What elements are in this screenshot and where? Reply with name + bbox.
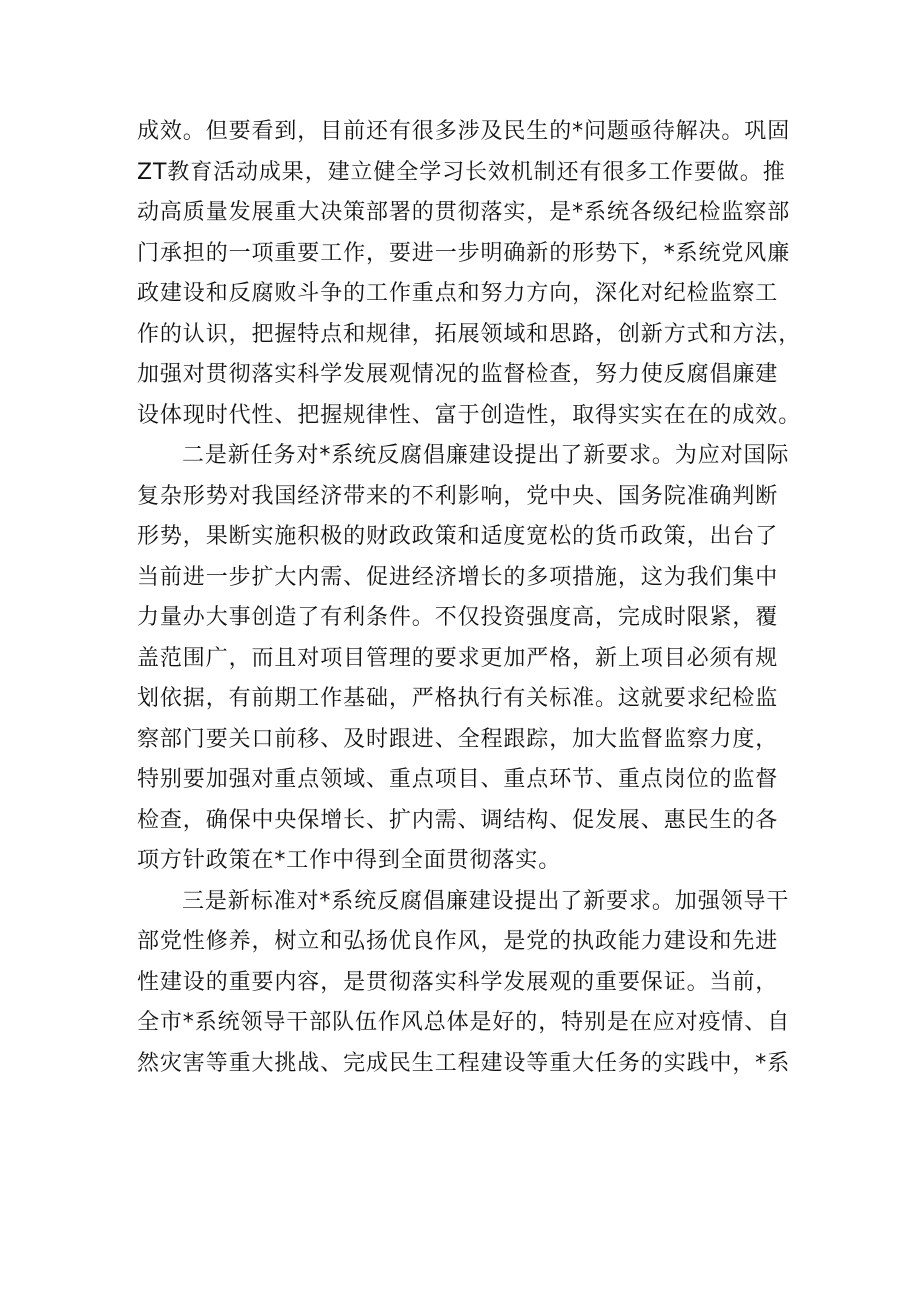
- paragraph-start-line: 二是新任务对*系统反腐倡廉建设提出了新要求。为应对国际: [182, 443, 790, 468]
- text-line: 设体现时代性、把握规律性、富于创造性，取得实实在在的成效。: [137, 402, 802, 428]
- text-line: 察部门要关口前移、及时跟进、全程跟踪，加大监督监察力度，: [137, 726, 779, 752]
- text-line: 性建设的重要内容，是贯彻落实科学发展观的重要保证。当前，: [137, 969, 779, 995]
- text-line: 作的认识，把握特点和规律，拓展领域和思路，创新方式和方法，: [137, 321, 802, 347]
- text-line: 特别要加强对重点领域、重点项目、重点环节、重点岗位的监督: [137, 767, 779, 792]
- text-line: 力量办大事创造了有利条件。不仅投资强度高，完成时限紧，覆: [137, 605, 779, 630]
- text-line: 复杂形势对我国经济带来的不利影响，党中央、国务院准确判断: [137, 483, 779, 509]
- text-line: 形势，果断实施积极的财政政策和适度宽松的货币政策，出台了: [137, 524, 779, 549]
- text-line: 全市*系统领导干部队伍作风总体是好的，特别是在应对疫情、自: [137, 1010, 791, 1035]
- text-line: 成效。但要看到，目前还有很多涉及民生的*问题亟待解决。巩固: [137, 119, 791, 144]
- paragraph-start-line: 三是新标准对*系统反腐倡廉建设提出了新要求。加强领导干: [182, 888, 790, 914]
- text-line: 部党性修养，树立和弘扬优良作风，是党的执政能力建设和先进: [137, 929, 779, 954]
- text-line: 然灾害等重大挑战、完成民生工程建设等重大任务的实践中，*系: [137, 1050, 791, 1076]
- text-line: 项方针政策在*工作中得到全面贯彻落实。: [137, 848, 562, 873]
- text-line: ZT教育活动成果，建立健全学习长效机制还有很多工作要做。推: [137, 159, 786, 185]
- text-line: 门承担的一项重要工作，要进一步明确新的形势下，*系统党风廉: [137, 240, 791, 266]
- text-line: 检查，确保中央保增长、扩内需、调结构、促发展、惠民生的各: [137, 807, 779, 833]
- text-line: 当前进一步扩大内需、促进经济增长的多项措施，这为我们集中: [137, 564, 779, 590]
- text-line: 划依据，有前期工作基础，严格执行有关标准。这就要求纪检监: [137, 686, 779, 711]
- text-line: 政建设和反腐败斗争的工作重点和努力方向，深化对纪检监察工: [137, 281, 779, 306]
- text-line: 加强对贯彻落实科学发展观情况的监督检查，努力使反腐倡廉建: [137, 362, 779, 387]
- body-text: [137, 112, 802, 1084]
- text-line: 动高质量发展重大决策部署的贯彻落实，是*系统各级纪检监察部: [137, 200, 791, 225]
- text-line: 盖范围广，而且对项目管理的要求更加严格，新上项目必须有规: [137, 645, 779, 671]
